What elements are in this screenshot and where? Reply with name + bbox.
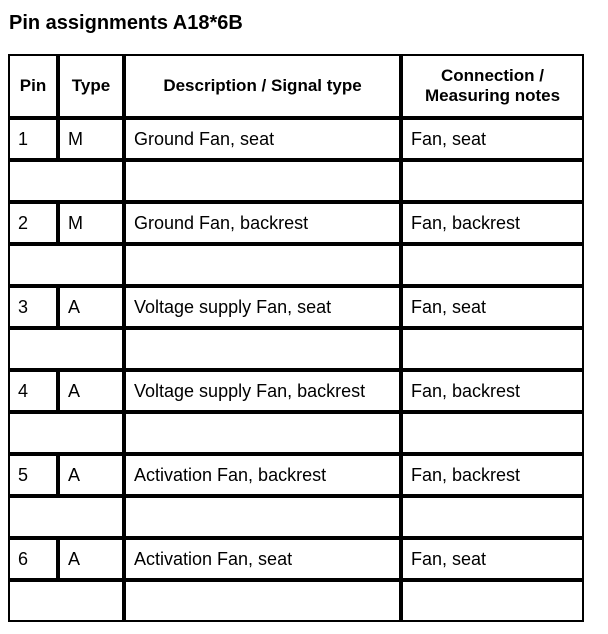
cell-connection: Fan, backrest bbox=[403, 372, 582, 414]
cell-type: A bbox=[60, 456, 126, 498]
table-row bbox=[10, 540, 582, 582]
cell-empty bbox=[126, 498, 403, 540]
cell-type: A bbox=[60, 288, 126, 330]
header-connection bbox=[403, 56, 582, 120]
table-spacer-row bbox=[10, 498, 582, 540]
cell-empty bbox=[126, 246, 403, 288]
cell-empty bbox=[403, 414, 582, 456]
table-row bbox=[10, 456, 582, 498]
cell-empty bbox=[403, 162, 582, 204]
table-row bbox=[10, 204, 582, 246]
cell-connection: Fan, backrest bbox=[403, 456, 582, 498]
cell-description: Ground Fan, backrest bbox=[126, 204, 403, 246]
cell-description: Ground Fan, seat bbox=[126, 120, 403, 162]
cell-empty bbox=[10, 330, 126, 372]
cell-description: Activation Fan, seat bbox=[126, 540, 403, 582]
cell-description: Activation Fan, backrest bbox=[126, 456, 403, 498]
cell-type: M bbox=[60, 120, 126, 162]
cell-connection: Fan, seat bbox=[403, 288, 582, 330]
cell-description: Voltage supply Fan, seat bbox=[126, 288, 403, 330]
cell-connection: Fan, seat bbox=[403, 120, 582, 162]
cell-description: Voltage supply Fan, backrest bbox=[126, 372, 403, 414]
header-type: Type bbox=[60, 56, 126, 120]
cell-pin: 6 bbox=[10, 540, 60, 582]
cell-empty bbox=[403, 330, 582, 372]
cell-empty bbox=[403, 498, 582, 540]
cell-pin: 2 bbox=[10, 204, 60, 246]
cell-type: A bbox=[60, 540, 126, 582]
cell-pin: 1 bbox=[10, 120, 60, 162]
cell-empty bbox=[403, 246, 582, 288]
cell-connection: Fan, backrest bbox=[403, 204, 582, 246]
cell-empty bbox=[126, 414, 403, 456]
cell-empty bbox=[10, 162, 126, 204]
cell-empty bbox=[10, 498, 126, 540]
table-row bbox=[10, 120, 582, 162]
cell-empty bbox=[10, 414, 126, 456]
table-spacer-row bbox=[10, 582, 582, 620]
cell-empty bbox=[126, 330, 403, 372]
header-connection-line1: Connection / bbox=[441, 66, 544, 85]
cell-type: M bbox=[60, 204, 126, 246]
cell-pin: 4 bbox=[10, 372, 60, 414]
header-description: Description / Signal type bbox=[126, 56, 403, 120]
pin-assignment-table bbox=[8, 54, 584, 622]
cell-empty bbox=[10, 582, 126, 620]
cell-empty bbox=[126, 582, 403, 620]
page-title: Pin assignments A18*6B bbox=[9, 12, 243, 34]
table-spacer-row bbox=[10, 330, 582, 372]
table-row bbox=[10, 372, 582, 414]
table-spacer-row bbox=[10, 162, 582, 204]
table-header-row bbox=[10, 56, 582, 120]
cell-pin: 5 bbox=[10, 456, 60, 498]
cell-pin: 3 bbox=[10, 288, 60, 330]
cell-type: A bbox=[60, 372, 126, 414]
header-connection-line2: Measuring notes bbox=[424, 86, 561, 105]
table-spacer-row bbox=[10, 414, 582, 456]
cell-empty bbox=[403, 582, 582, 620]
table-row bbox=[10, 288, 582, 330]
cell-empty bbox=[10, 246, 126, 288]
table-spacer-row bbox=[10, 246, 582, 288]
header-pin: Pin bbox=[10, 56, 60, 120]
cell-connection: Fan, seat bbox=[403, 540, 582, 582]
cell-empty bbox=[126, 162, 403, 204]
